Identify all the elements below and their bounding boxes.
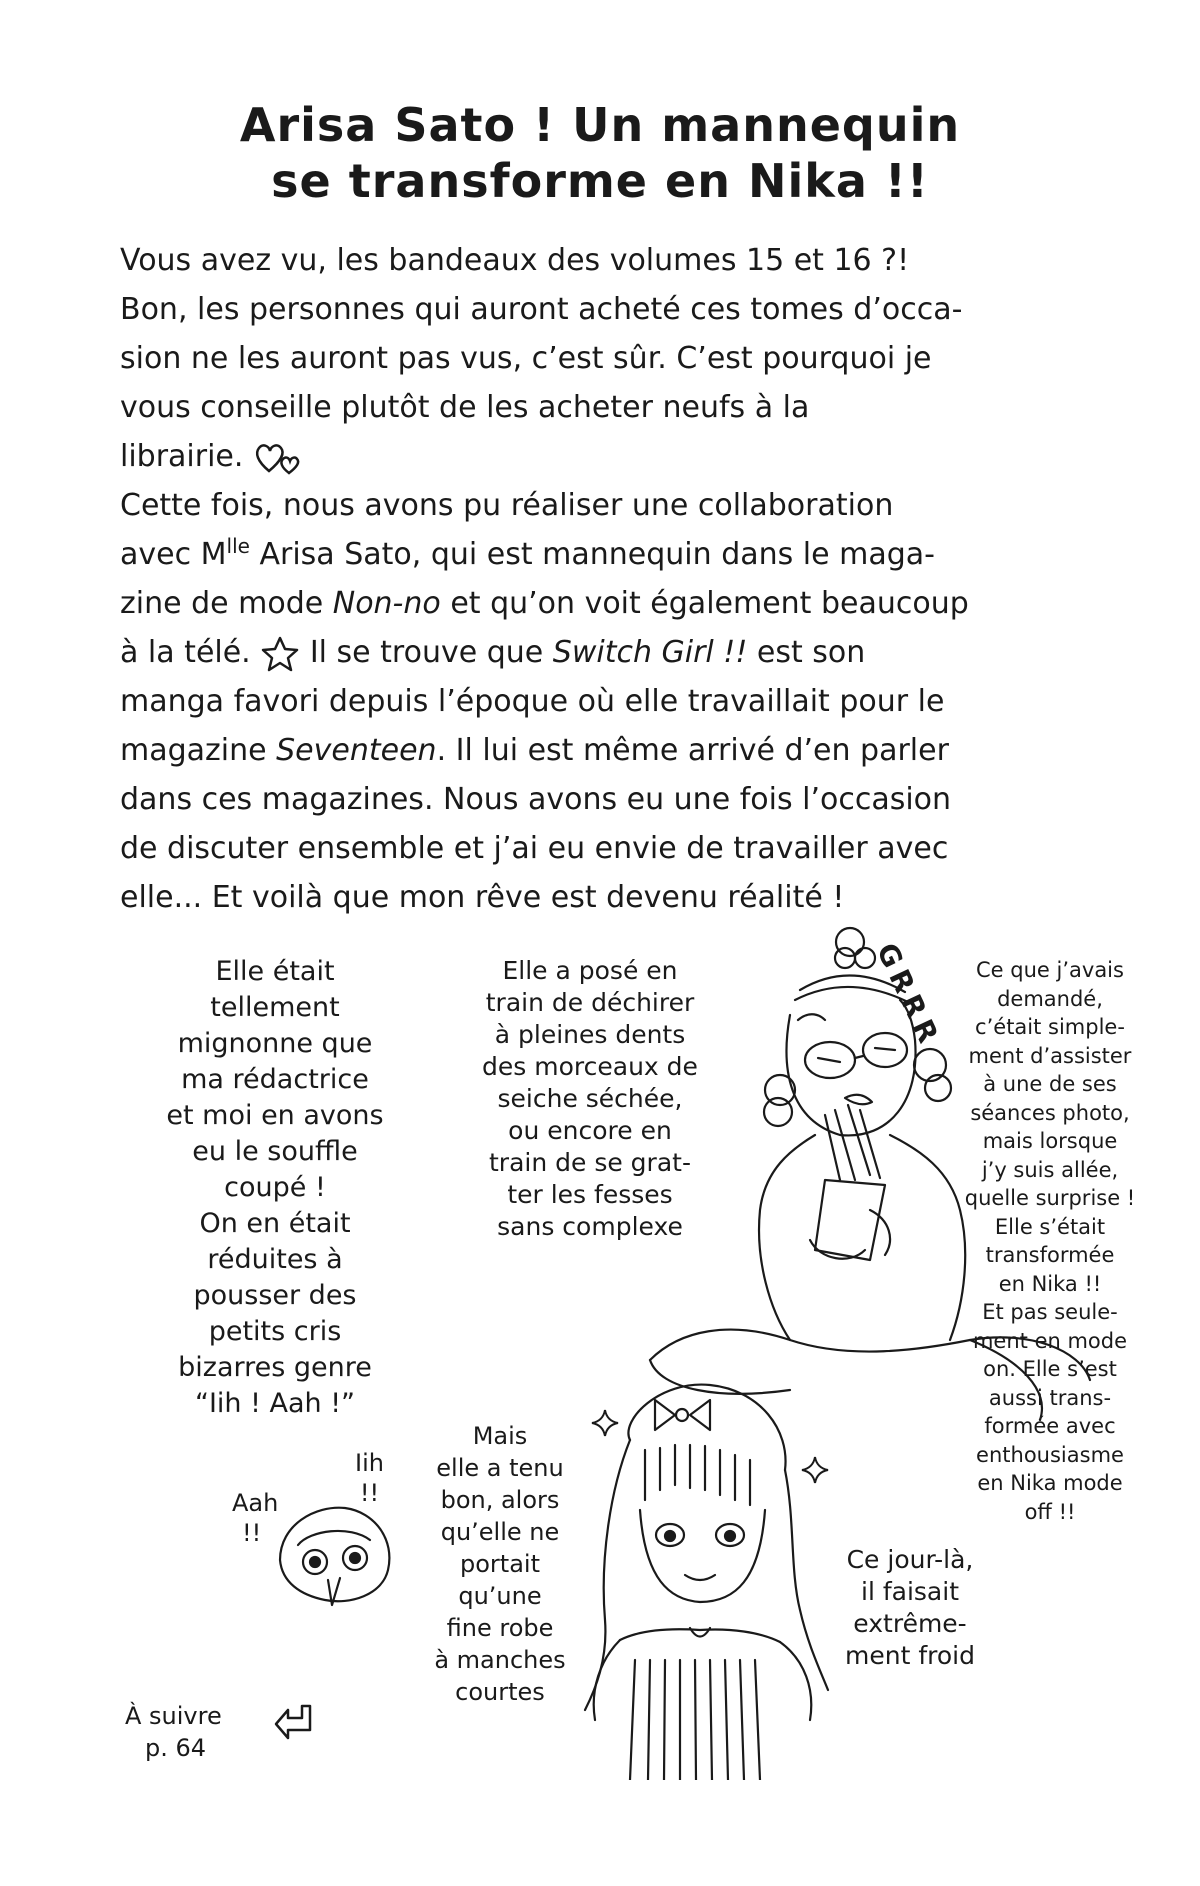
note-line: elle a tenu — [436, 1454, 564, 1482]
body-line: sion ne les auront pas vus, c’est sûr. C’est pourquoi je — [120, 341, 932, 376]
note-line: Elle était — [215, 956, 335, 987]
note-line: coupé ! — [224, 1172, 326, 1203]
note-line: sans complexe — [497, 1212, 683, 1241]
note-line: qu’elle ne — [440, 1518, 560, 1546]
note-line: seiche séchée, — [497, 1084, 683, 1113]
note-line: ma rédactrice — [181, 1064, 369, 1095]
page-title-line-1: Arisa Sato ! Un mannequin — [239, 98, 961, 152]
note-line: tellement — [210, 992, 340, 1023]
continue-arrow-icon — [272, 1702, 316, 1742]
note-line: Elle a posé en — [502, 956, 678, 985]
sfx-iih — [355, 1448, 384, 1508]
body-line: elle... Et voilà que mon rêve est devenu réalité ! — [120, 880, 845, 915]
manga-title-switch-girl: Switch Girl !! — [552, 635, 748, 670]
note-line: à une de ses — [983, 1072, 1117, 1096]
note-line: Et pas seule- — [982, 1300, 1118, 1324]
note-right — [950, 956, 1150, 1526]
note-line: portait — [460, 1550, 540, 1578]
note-jour — [820, 1544, 1000, 1672]
note-line: ment froid — [845, 1641, 975, 1670]
note-line: à manches — [434, 1646, 566, 1674]
note-line: mignonne que — [177, 1028, 373, 1059]
note-line: c’était simple- — [975, 1015, 1125, 1039]
note-line: p. 64 — [145, 1734, 207, 1762]
note-line: Mais — [472, 1422, 528, 1450]
note-line: train de déchirer — [485, 988, 695, 1017]
note-line: ment en mode — [972, 1328, 1128, 1353]
body-line — [120, 579, 1110, 628]
body-line: vous conseille plutôt de les acheter neufs à la — [120, 390, 810, 425]
body-text-fragment: . Il lui est même arrivé d’en parler — [436, 733, 949, 768]
note-line: ou encore en — [508, 1116, 672, 1145]
body-text-fragment: zine de mode — [120, 586, 324, 621]
note-line: fine robe — [446, 1614, 554, 1642]
note-line: Ce que j’avais — [976, 958, 1124, 982]
body-line — [120, 432, 1110, 481]
note-line: aussi trans- — [988, 1385, 1112, 1410]
note-line: en Nika mode — [977, 1471, 1123, 1495]
note-line: transformée — [985, 1243, 1115, 1267]
note-line: à pleines dents — [494, 1020, 686, 1049]
sfx-aah — [232, 1488, 278, 1548]
note-line: extrême- — [853, 1609, 967, 1638]
body-line: dans ces magazines. Nous avons eu une fois l’occasion — [120, 782, 952, 817]
note-line: réduites à — [207, 1244, 343, 1275]
note-mais — [420, 1420, 580, 1708]
sfx-aah-text: Aah — [232, 1489, 279, 1517]
note-line: bizarres genre — [178, 1352, 372, 1383]
note-line: eu le souffle — [192, 1136, 358, 1167]
note-line: des morceaux de — [482, 1052, 698, 1081]
note-line: en Nika !! — [998, 1271, 1102, 1296]
note-line: séances photo, — [970, 1100, 1130, 1125]
sfx-grrr: GRRR — [870, 938, 948, 1054]
note-line: qu’une — [458, 1582, 542, 1610]
double-heart-icon — [253, 441, 303, 475]
sfx-iih-text: Iih — [355, 1449, 384, 1477]
note-line: courtes — [455, 1678, 545, 1706]
body-line: manga favori depuis l’époque où elle travaillait pour le — [120, 684, 945, 719]
note-line: et moi en avons — [166, 1100, 384, 1131]
note-line: pousser des — [193, 1280, 357, 1311]
magazine-name-non-no: Non-no — [332, 586, 441, 621]
body-text-fragment: à la télé. — [120, 635, 251, 670]
body-text-fragment: avec M — [120, 537, 227, 572]
body-text-fragment: librairie. — [120, 439, 244, 474]
body-text-fragment: et qu’on voit également beaucoup — [450, 586, 969, 621]
body-line: de discuter ensemble et j’ai eu envie de travailler avec — [120, 831, 949, 866]
note-center — [460, 955, 720, 1243]
body-text-fragment: Il se trouve que — [309, 635, 544, 670]
note-line: petits cris — [208, 1316, 342, 1347]
note-line: ment d’assister — [968, 1043, 1132, 1068]
note-line: Ce jour-là, — [846, 1545, 974, 1574]
star-icon — [260, 636, 300, 672]
note-line: “Iih ! Aah !” — [194, 1388, 356, 1419]
sfx-aah-exclaim: !! — [242, 1519, 262, 1547]
body-text-fragment: est son — [756, 635, 866, 670]
note-line: on. Elle s’est — [983, 1357, 1117, 1381]
note-line: À suivre — [125, 1702, 222, 1730]
note-line: il faisait — [861, 1577, 959, 1606]
note-line: off !! — [1024, 1499, 1076, 1524]
note-line: ter les fesses — [507, 1180, 673, 1209]
sparkle-icon — [800, 1455, 830, 1485]
body-line: Cette fois, nous avons pu réaliser une collaboration — [120, 488, 894, 523]
note-a-suivre — [125, 1700, 265, 1764]
superscript-text: lle — [226, 534, 250, 558]
note-line: Elle s’était — [994, 1214, 1106, 1239]
body-line: Bon, les personnes qui auront acheté ces tomes d’occa- — [120, 292, 963, 327]
sfx-iih-exclaim: !! — [359, 1479, 380, 1507]
body-line — [120, 726, 1110, 775]
body-line — [120, 530, 1110, 579]
sparkle-icon — [590, 1408, 620, 1438]
body-text-fragment: Arisa Sato, qui est mannequin dans le maga- — [259, 537, 935, 572]
note-line: formée avec — [984, 1414, 1116, 1438]
magazine-name-seventeen: Seventeen — [276, 733, 437, 768]
note-left — [130, 954, 420, 1422]
note-line: mais lorsque — [982, 1129, 1118, 1153]
page-title-line-2: se transforme en Nika !! — [271, 154, 929, 208]
note-line: j’y suis allée, — [981, 1157, 1119, 1182]
note-line: demandé, — [997, 986, 1103, 1011]
note-line: enthousiasme — [976, 1442, 1124, 1467]
body-text-fragment: magazine — [120, 733, 267, 768]
body-line — [120, 628, 1110, 677]
note-line: bon, alors — [440, 1486, 560, 1514]
hooded-character-illustration — [270, 1500, 400, 1610]
body-paragraph — [120, 236, 1110, 922]
note-line: quelle surprise ! — [964, 1186, 1136, 1210]
body-line: Vous avez vu, les bandeaux des volumes 15 et 16 ?! — [120, 243, 910, 278]
note-line: On en était — [199, 1208, 351, 1239]
note-line: train de se grat- — [489, 1148, 691, 1177]
